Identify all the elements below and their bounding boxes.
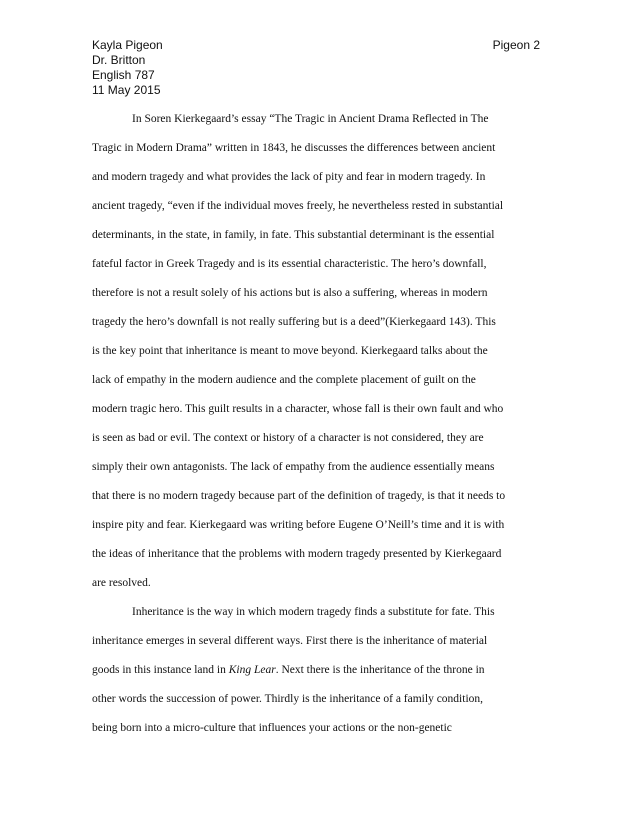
line-text: goods in this instance land in bbox=[92, 664, 229, 676]
line-text: . Next there is the inheritance of the throne in bbox=[275, 664, 485, 676]
course-name: English 787 bbox=[92, 68, 155, 82]
paragraph-line: fateful factor in Greek Tragedy and is its essential characteristic. The hero’s downfall, bbox=[92, 258, 487, 270]
paragraph-line: that there is no modern tragedy because part of the definition of tragedy, is that it needs to bbox=[92, 490, 506, 502]
paragraph-line: inspire pity and fear. Kierkegaard was writing before Eugene O’Neill’s time and it is with bbox=[92, 519, 505, 531]
paragraph-line: is seen as bad or evil. The context or history of a character is not considered, they are bbox=[92, 432, 484, 444]
paragraph-line: being born into a micro-culture that influences your actions or the non-genetic bbox=[92, 722, 452, 734]
paragraph-line: modern tragic hero. This guilt results in a character, whose fall is their own fault and who bbox=[92, 403, 504, 415]
instructor-name: Dr. Britton bbox=[92, 53, 146, 67]
paragraph-line: is the key point that inheritance is meant to move beyond. Kierkegaard talks about the bbox=[92, 345, 488, 357]
paragraph-line: ancient tragedy, “even if the individual moves freely, he nevertheless rested in substantial bbox=[92, 200, 504, 212]
paragraph-line: lack of empathy in the modern audience and the complete placement of guilt on the bbox=[92, 374, 476, 386]
paragraph-line: therefore is not a result solely of his actions but is also a suffering, whereas in modern bbox=[92, 287, 488, 299]
author-name: Kayla Pigeon bbox=[92, 38, 163, 52]
paragraph-line: determinants, in the state, in family, in fate. This substantial determinant is the essential bbox=[92, 229, 495, 241]
header-block bbox=[92, 38, 540, 98]
paragraph-line: simply their own antagonists. The lack of empathy from the audience essentially means bbox=[92, 461, 495, 473]
paragraph-line bbox=[92, 656, 552, 685]
essay-date: 11 May 2015 bbox=[92, 83, 161, 97]
paragraph-line: the ideas of inheritance that the problems with modern tragedy presented by Kierkegaard bbox=[92, 548, 502, 560]
italic-title: King Lear bbox=[228, 664, 276, 676]
paragraph-line: other words the succession of power. Thirdly is the inheritance of a family condition, bbox=[92, 693, 484, 705]
paragraph-line: are resolved. bbox=[92, 577, 151, 589]
paragraph-line: tragedy the hero’s downfall is not really suffering but is a deed”(Kierkegaard 143). This bbox=[92, 316, 496, 328]
essay-body bbox=[92, 105, 552, 743]
paragraph-line: In Soren Kierkegaard’s essay “The Tragic in Ancient Drama Reflected in The bbox=[132, 113, 489, 125]
paragraph-line: inheritance emerges in several different ways. First there is the inheritance of material bbox=[92, 635, 488, 647]
paragraph-line: and modern tragedy and what provides the lack of pity and fear in modern tragedy. In bbox=[92, 171, 486, 183]
paragraph-line: Inheritance is the way in which modern tragedy finds a substitute for fate. This bbox=[132, 606, 495, 618]
running-head: Pigeon 2 bbox=[492, 38, 540, 52]
paragraph-line: Tragic in Modern Drama” written in 1843, he discusses the differences between ancient bbox=[92, 142, 496, 154]
